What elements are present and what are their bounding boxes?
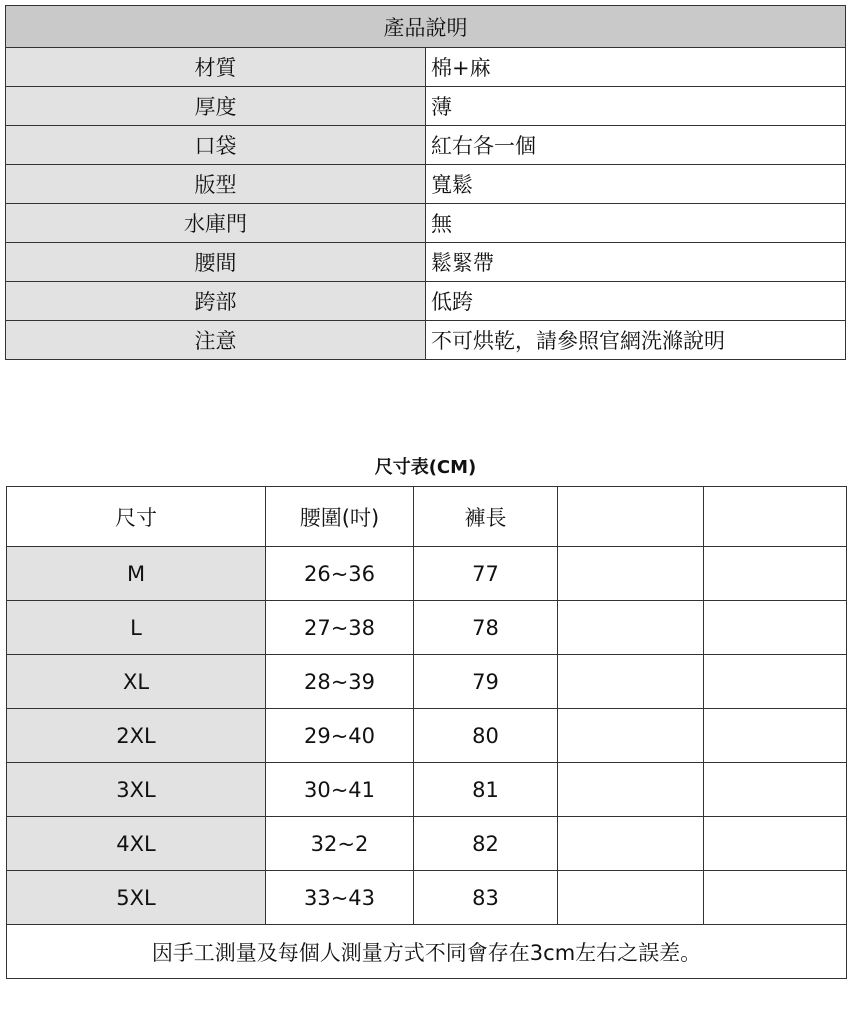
waist-value: 32~2 [266,817,414,871]
size-chart-header [558,487,704,547]
length-value: 80 [414,709,558,763]
description-row [6,321,846,360]
description-label: 版型 [6,165,426,204]
size-chart-header-row [7,487,847,547]
empty-cell [558,655,704,709]
empty-cell [704,655,847,709]
length-value: 83 [414,871,558,925]
description-value: 不可烘乾，請參照官網洗滌說明 [426,321,846,360]
length-value: 81 [414,763,558,817]
empty-cell [704,871,847,925]
size-chart-row [7,655,847,709]
empty-cell [704,817,847,871]
size-label: XL [7,655,266,709]
description-row [6,243,846,282]
description-value: 鬆緊帶 [426,243,846,282]
description-title: 產品說明 [6,6,846,48]
description-value: 低跨 [426,282,846,321]
description-value: 紅右各一個 [426,126,846,165]
size-chart-note-row [7,925,847,979]
waist-value: 26~36 [266,547,414,601]
waist-value: 28~39 [266,655,414,709]
waist-value: 27~38 [266,601,414,655]
empty-cell [558,547,704,601]
size-chart-header [704,487,847,547]
size-label: M [7,547,266,601]
size-chart-header: 尺寸 [7,487,266,547]
description-value: 棉+麻 [426,48,846,87]
size-chart-row [7,817,847,871]
size-chart-caption: 尺寸表(CM) [374,457,477,478]
empty-cell [704,709,847,763]
description-row [6,165,846,204]
waist-value: 33~43 [266,871,414,925]
size-chart-row [7,547,847,601]
size-label: 4XL [7,817,266,871]
waist-value: 30~41 [266,763,414,817]
description-value: 薄 [426,87,846,126]
description-label: 腰間 [6,243,426,282]
description-row [6,282,846,321]
description-label: 材質 [6,48,426,87]
size-label: 2XL [7,709,266,763]
size-label: 3XL [7,763,266,817]
size-chart-row [7,871,847,925]
measurement-note: 因手工測量及每個人測量方式不同會存在3cm左右之誤差。 [7,925,847,979]
waist-value: 29~40 [266,709,414,763]
empty-cell [704,763,847,817]
empty-cell [704,601,847,655]
empty-cell [558,763,704,817]
description-label: 厚度 [6,87,426,126]
size-label: L [7,601,266,655]
description-value: 寬鬆 [426,165,846,204]
description-label: 口袋 [6,126,426,165]
empty-cell [558,817,704,871]
description-row [6,126,846,165]
empty-cell [558,871,704,925]
size-chart-row [7,763,847,817]
size-chart-row [7,709,847,763]
empty-cell [558,601,704,655]
size-chart-row [7,601,847,655]
size-chart-table [6,486,847,979]
description-row [6,48,846,87]
description-row [6,87,846,126]
description-row [6,204,846,243]
description-label: 跨部 [6,282,426,321]
size-chart-header: 腰圍(吋) [266,487,414,547]
length-value: 79 [414,655,558,709]
product-description-table [5,5,846,360]
description-value: 無 [426,204,846,243]
empty-cell [704,547,847,601]
description-label: 水庫門 [6,204,426,243]
size-chart-header: 褲長 [414,487,558,547]
length-value: 77 [414,547,558,601]
description-label: 注意 [6,321,426,360]
length-value: 78 [414,601,558,655]
length-value: 82 [414,817,558,871]
empty-cell [558,709,704,763]
size-label: 5XL [7,871,266,925]
